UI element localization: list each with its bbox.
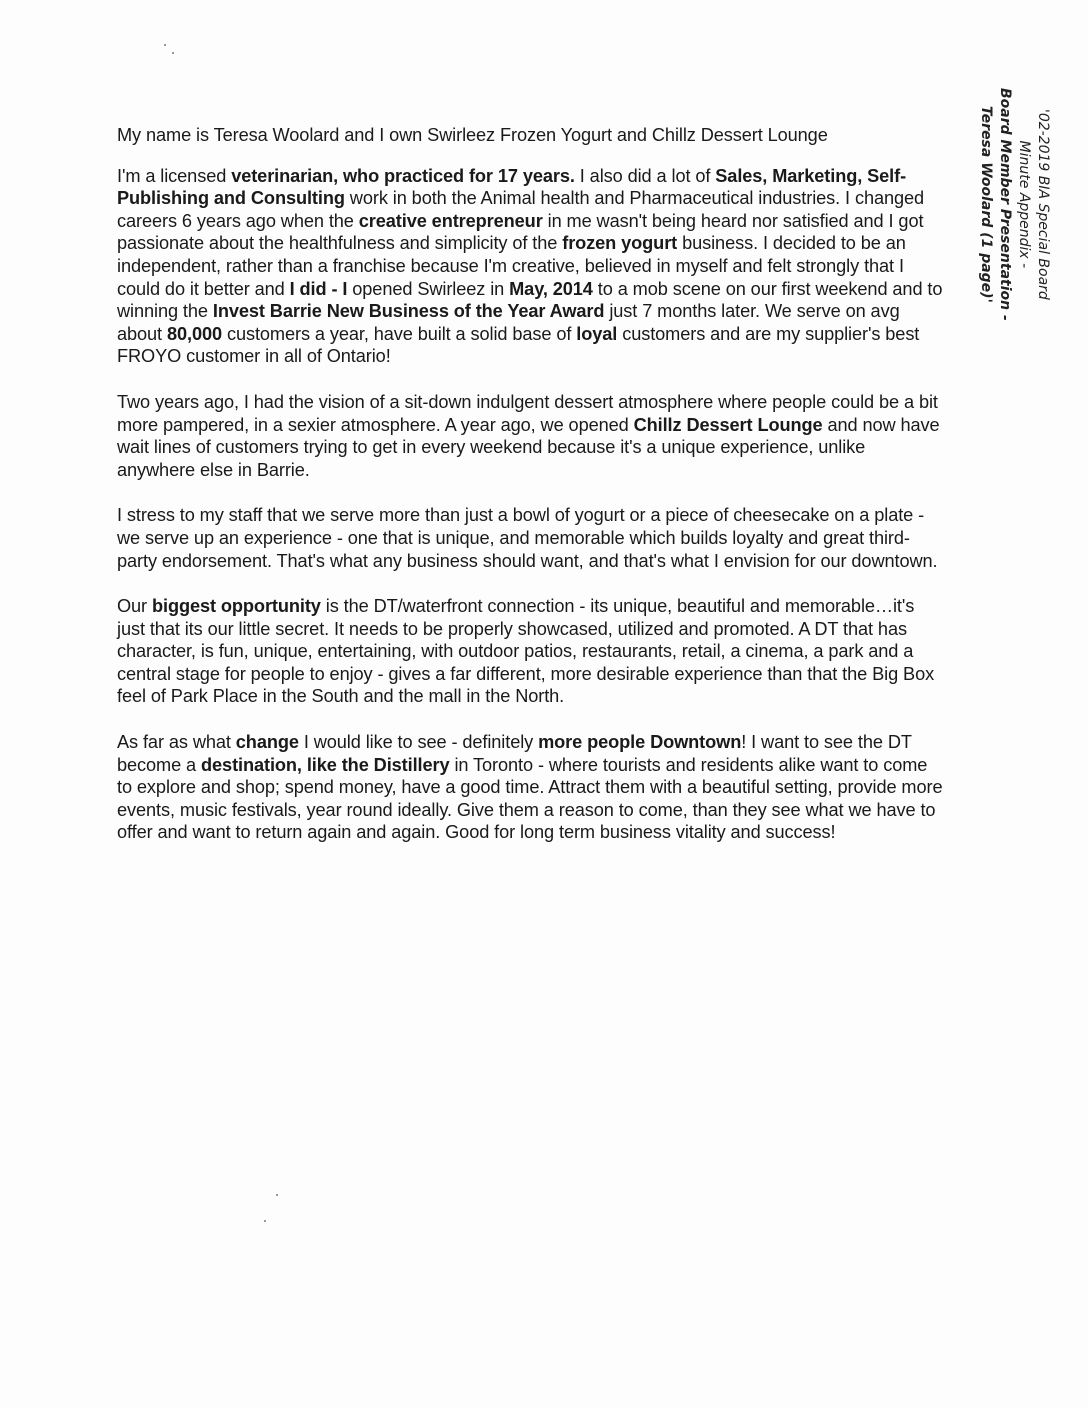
text-run: As far as what: [117, 732, 236, 753]
text-run: customers a year, have built a solid base of: [222, 323, 577, 344]
bold-run: Sales, Marketing, Self-Publishing and Consulting: [117, 165, 907, 209]
scan-speck: [164, 44, 166, 46]
text-run: business. I decided to be an independent, rather than a franchise because I'm creative, believed in myself and felt strongly that I could do it better and: [117, 233, 906, 299]
stamp-line-3: Board Member Presentation -: [997, 88, 1013, 321]
bold-run: veterinarian, who practiced for 17 years.: [231, 165, 575, 186]
bold-run: loyal: [576, 323, 618, 344]
bold-run: biggest opportunity: [151, 596, 321, 617]
scan-speck: [276, 1194, 278, 1196]
text-run: I would like to see - definitely: [298, 732, 539, 753]
opportunity-paragraph: [117, 595, 947, 708]
background-paragraph: [117, 165, 947, 368]
text-run: opened Swirleez in: [347, 278, 510, 299]
bold-run: 80,000: [166, 323, 222, 344]
text-run: is the DT/waterfront connection - its unique, beautiful and memorable…it's just that its our little secret. It needs to be properly showcased, utilized and promoted. A DT that has character, is fun, unique, entertaining, with outdoor patios, restaurants, retail, a cinema, a park and a central stage for people to enjoy - gives a far different, more desirable experience than that the Big Box feel of Park Place in the South and the mall in the North.: [117, 596, 935, 707]
text-run: customers and are my supplier's best FROYO customer in all of Ontario!: [117, 323, 920, 367]
bold-run: creative entrepreneur: [358, 210, 543, 231]
stamp-line-1: '02-2019 BIA Special Board: [1035, 108, 1051, 300]
text-run: I'm a licensed: [117, 165, 232, 186]
text-run: just 7 months later. We serve on avg about: [117, 301, 900, 344]
text-run: Our: [117, 596, 152, 617]
bold-run: more people Downtown: [538, 732, 742, 753]
text-run: in me wasn't being heard nor satisfied and I got passionate about the healthfulness and simplicity of the: [117, 210, 924, 254]
scan-speck: [264, 1220, 266, 1222]
lounge-paragraph: [117, 391, 947, 481]
bold-run: Chillz Dessert Lounge: [633, 414, 823, 435]
bold-run: Invest Barrie New Business of the Year Award: [212, 301, 605, 322]
text-run: work in both the Animal health and Pharmaceutical industries. I changed careers 6 years ago when the: [117, 188, 925, 231]
experience-paragraph: I stress to my staff that we serve more than just a bowl of yogurt or a piece of cheesecake on a plate - we serve up an experience - one that is unique, and memorable which builds loyalty and great third-party endorsement. That's what any business should want, and that's what I envision for our downtown.: [117, 505, 938, 571]
bold-run: May, 2014: [509, 278, 593, 299]
stamp-line-4: Teresa Woolard (1 page)': [978, 105, 994, 303]
scan-speck: [172, 52, 174, 54]
bold-run: frozen yogurt: [562, 233, 678, 254]
bold-run: destination, like the Distillery: [201, 754, 450, 775]
intro-paragraph: My name is Teresa Woolard and I own Swirleez Frozen Yogurt and Chillz Dessert Lounge: [117, 125, 828, 145]
change-paragraph: [117, 731, 947, 844]
letter-body: [117, 124, 947, 867]
text-run: ! I want to see the DT become a: [117, 732, 912, 775]
bold-run: I did - I: [289, 278, 348, 299]
text-run: and now have wait lines of customers trying to get in every weekend because it's a unique experience, unlike anywhere else in Barrie.: [117, 414, 940, 480]
text-run: to a mob scene on our first weekend and to winning the: [117, 278, 943, 322]
stamp-line-2: Minute Appendix -: [1016, 140, 1032, 269]
text-run: I also did a lot of: [574, 165, 716, 186]
bold-run: change: [235, 732, 299, 753]
text-run: in Toronto - where tourists and residents alike want to come to explore and shop; spend money, have a good time. Attract them with a beautiful setting, provide more events, music festivals, year round ideally. Give them a reason to come, than they see what we have to offer and want to return again and again. Good for long term business vitality and success!: [117, 754, 943, 843]
text-run: Two years ago, I had the vision of a sit-down indulgent dessert atmosphere where people could be a bit more pampered, in a sexier atmosphere. A year ago, we opened: [117, 391, 938, 435]
